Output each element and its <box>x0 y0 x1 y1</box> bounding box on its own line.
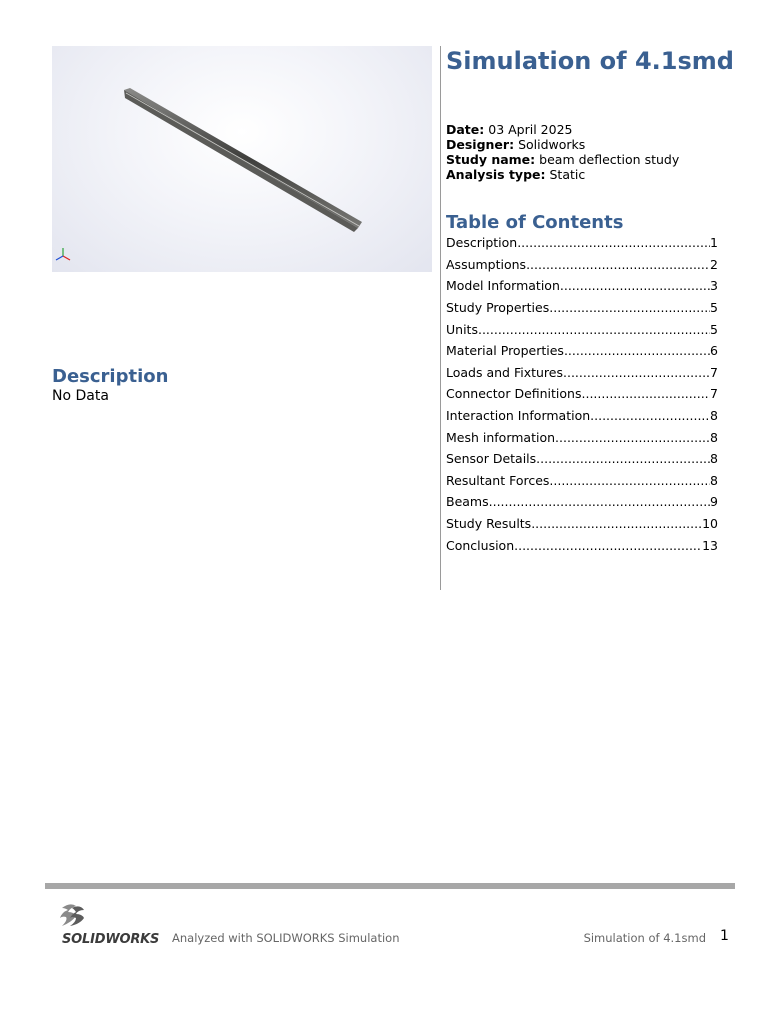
toc-heading: Table of Contents <box>446 212 624 233</box>
meta-value: beam deflection study <box>539 152 680 167</box>
toc-item[interactable] <box>446 254 718 276</box>
meta-designer <box>446 137 679 152</box>
toc-item-label: Resultant Forces <box>446 472 550 488</box>
toc-item-page: 13 <box>702 537 718 553</box>
toc-item-label: Mesh information <box>446 429 556 445</box>
toc-item-label: Sensor Details <box>446 451 537 467</box>
logo-wordmark: SOLIDWORKS <box>62 932 160 947</box>
toc-item[interactable] <box>446 297 718 319</box>
toc-item-label: Description <box>446 235 518 251</box>
toc-item[interactable] <box>446 275 718 297</box>
toc-item-page: 3 <box>710 278 718 294</box>
toc-leader-dots <box>526 257 710 272</box>
toc-item[interactable] <box>446 534 718 556</box>
toc-item-label: Assumptions <box>446 256 527 272</box>
toc-item[interactable] <box>446 340 718 362</box>
toc-leader-dots <box>563 365 710 380</box>
toc-leader-dots <box>590 408 710 423</box>
toc-item-page: 7 <box>710 364 718 380</box>
toc-item-label: Loads and Fixtures <box>446 364 564 380</box>
page-number: 1 <box>720 928 729 944</box>
meta-label: Designer: <box>446 137 515 152</box>
beam-side <box>124 90 358 232</box>
toc-item-page: 8 <box>710 451 718 467</box>
toc-leader-dots <box>564 343 710 358</box>
toc-item-page: 5 <box>710 300 718 316</box>
meta-date <box>446 122 679 137</box>
meta-label: Date: <box>446 122 485 137</box>
toc-item[interactable] <box>446 383 718 405</box>
toc-leader-dots <box>555 430 710 445</box>
solidworks-logo-text <box>62 932 159 947</box>
toc-item-label: Study Results <box>446 516 532 532</box>
meta-value: 03 April 2025 <box>488 122 573 137</box>
footer-rule <box>45 883 735 889</box>
toc-item[interactable] <box>446 470 718 492</box>
toc-leader-dots <box>489 494 710 509</box>
toc-item-label: Beams <box>446 494 489 510</box>
report-meta <box>446 122 679 182</box>
toc-leader-dots <box>549 300 710 315</box>
footer-analyzed-with: Analyzed with SOLIDWORKS Simulation <box>172 931 400 945</box>
toc-item-page: 8 <box>710 472 718 488</box>
meta-study-name <box>446 152 679 167</box>
toc-item-page: 10 <box>702 516 718 532</box>
toc-item-label: Connector Definitions <box>446 386 582 402</box>
toc-item[interactable] <box>446 491 718 513</box>
table-of-contents <box>446 232 718 556</box>
toc-item[interactable] <box>446 362 718 384</box>
toc-leader-dots <box>531 516 702 531</box>
toc-item-label: Conclusion <box>446 537 515 553</box>
toc-item-page: 9 <box>710 494 718 510</box>
toc-leader-dots <box>560 278 710 293</box>
toc-item-page: 2 <box>710 256 718 272</box>
toc-item[interactable] <box>446 448 718 470</box>
meta-label: Analysis type: <box>446 167 546 182</box>
toc-item[interactable] <box>446 426 718 448</box>
toc-item[interactable] <box>446 318 718 340</box>
toc-item-page: 1 <box>710 235 718 251</box>
toc-item[interactable] <box>446 405 718 427</box>
toc-item[interactable] <box>446 513 718 535</box>
toc-leader-dots <box>478 322 710 337</box>
beam-render <box>52 46 432 272</box>
footer-document-name: Simulation of 4.1smd <box>583 931 706 945</box>
meta-label: Study name: <box>446 152 536 167</box>
toc-leader-dots <box>514 538 702 553</box>
toc-item-label: Study Properties <box>446 300 550 316</box>
model-preview-image <box>52 46 432 272</box>
toc-leader-dots <box>517 235 710 250</box>
toc-item-page: 6 <box>710 343 718 359</box>
description-heading: Description <box>52 366 169 387</box>
axis-triad-icon <box>56 248 70 260</box>
toc-item-page: 7 <box>710 386 718 402</box>
toc-item-label: Units <box>446 321 478 337</box>
toc-item-page: 8 <box>710 408 718 424</box>
toc-item-label: Model Information <box>446 278 560 294</box>
toc-leader-dots <box>536 451 710 466</box>
meta-analysis-type <box>446 167 679 182</box>
toc-leader-dots <box>582 386 711 401</box>
toc-leader-dots <box>549 473 710 488</box>
meta-value: Solidworks <box>518 137 586 152</box>
toc-item-page: 8 <box>710 429 718 445</box>
toc-item-page: 5 <box>710 321 718 337</box>
toc-item[interactable] <box>446 232 718 254</box>
toc-item-label: Material Properties <box>446 343 564 359</box>
report-title: Simulation of 4.1smd <box>446 47 734 75</box>
meta-value: Static <box>549 167 586 182</box>
description-body: No Data <box>52 388 109 404</box>
column-divider <box>440 46 441 590</box>
beam-highlight <box>126 93 359 226</box>
toc-item-label: Interaction Information <box>446 408 591 424</box>
